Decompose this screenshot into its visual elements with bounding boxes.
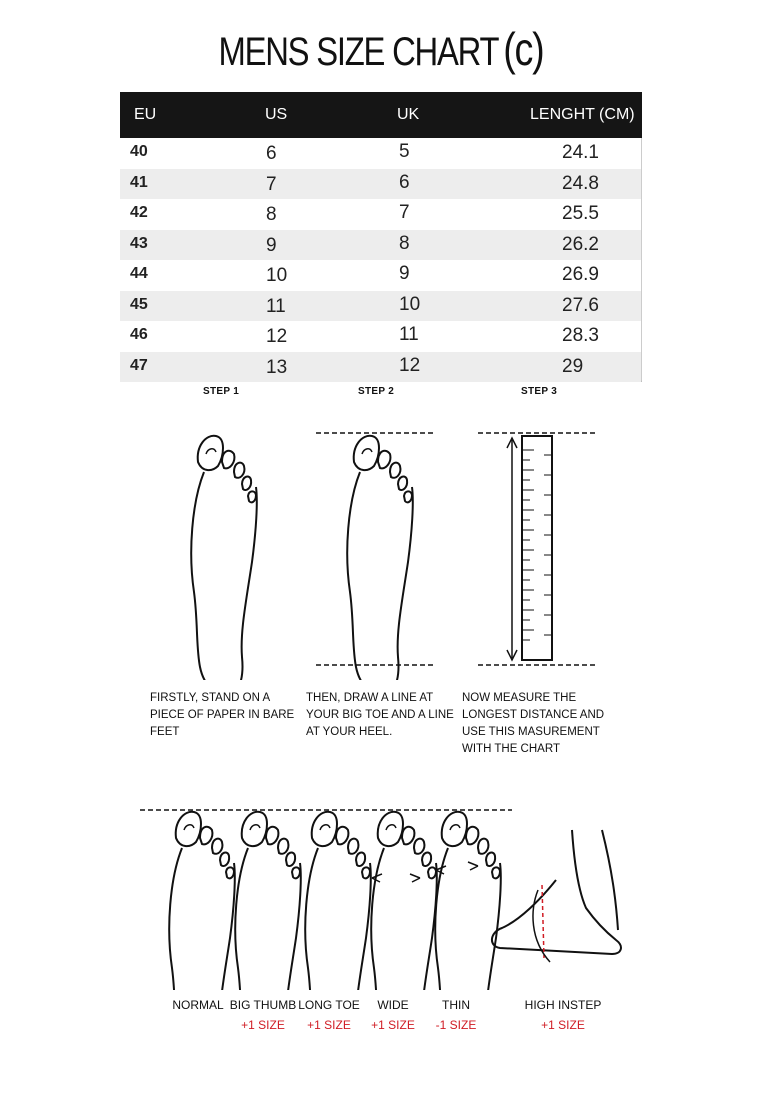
cell-eu: 46 [130, 326, 148, 343]
cell-uk: 8 [399, 232, 410, 254]
header-eu: EU [134, 106, 157, 123]
cell-us: 13 [266, 356, 288, 378]
foot-type-thin [411, 995, 501, 1035]
cell-eu: 43 [130, 234, 148, 252]
table-row [120, 321, 641, 352]
table-row [120, 199, 641, 230]
cell-length: 24.1 [562, 142, 599, 163]
cell-length: 28.3 [562, 325, 599, 346]
cell-us: 8 [266, 204, 277, 225]
step-1-text: FIRSTLY, STAND ON A PIECE OF PAPER IN BARE FEET [150, 692, 295, 738]
table-row [120, 291, 641, 322]
size-chart-table [120, 92, 642, 382]
title-suffix: (c) [503, 23, 544, 75]
cell-uk: 11 [399, 324, 419, 345]
foot-outline-icon [347, 436, 413, 680]
foot-type-high-instep [518, 995, 608, 1035]
cell-length: 25.5 [562, 203, 599, 224]
foot-type-adjust: +1 SIZE [541, 1018, 585, 1032]
table-row [120, 169, 641, 200]
step-2-label: STEP 2 [358, 386, 395, 397]
cell-length: 26.2 [562, 233, 599, 255]
table-row [120, 260, 641, 291]
step-3-text: NOW MEASURE THE LONGEST DISTANCE AND USE THIS MASUREMENT WITH THE CHART [462, 692, 605, 755]
foot-type-adjust: -1 SIZE [435, 1018, 477, 1032]
cell-uk: 6 [399, 171, 410, 193]
high-instep-foot-icon [492, 830, 621, 962]
cell-eu: 42 [130, 204, 148, 221]
cell-us: 7 [266, 173, 277, 195]
cell-eu: 44 [130, 265, 148, 282]
cell-length: 24.8 [562, 172, 599, 194]
measurement-steps-illustration [0, 400, 762, 680]
thin-foot-icon [435, 812, 501, 990]
cell-uk: 9 [399, 263, 410, 284]
cell-us: 10 [266, 265, 288, 286]
normal-foot-icon [169, 812, 235, 990]
step-1-label: STEP 1 [203, 386, 240, 397]
cell-us: 12 [266, 326, 288, 347]
cell-uk: 7 [399, 202, 410, 223]
cell-length: 26.9 [562, 264, 599, 285]
table-row [120, 352, 641, 383]
cell-eu: 45 [130, 295, 148, 313]
foot-type-adjust: +1 SIZE [307, 1018, 351, 1032]
cell-eu: 47 [130, 356, 148, 374]
cell-eu: 41 [130, 173, 148, 191]
foot-type-name: BIG THUMB [229, 998, 297, 1012]
cell-us: 9 [266, 234, 277, 256]
long-toe-foot-icon [305, 812, 371, 990]
foot-type-name: THIN [442, 998, 470, 1012]
cell-length: 29 [562, 355, 584, 377]
cell-uk: 5 [399, 141, 410, 162]
table-row [120, 230, 641, 261]
foot-type-name: LONG TOE [298, 998, 360, 1012]
header-us: US [265, 106, 288, 123]
cell-uk: 12 [399, 354, 421, 376]
foot-type-name: HIGH INSTEP [524, 998, 602, 1012]
foot-type-adjust: +1 SIZE [241, 1018, 285, 1032]
header-length: LENGHT (CM) [530, 106, 635, 123]
foot-type-name: NORMAL [172, 998, 224, 1012]
wide-foot-icon [371, 812, 437, 990]
cell-us: 11 [266, 295, 286, 317]
page-title [69, 22, 694, 76]
step-2-text: THEN, DRAW A LINE AT YOUR BIG TOE AND A LINE AT YOUR HEEL. [306, 692, 454, 738]
table-body [120, 138, 642, 382]
title-main: MENS SIZE CHART [218, 30, 499, 74]
foot-type-name: WIDE [377, 998, 409, 1012]
step-3-label: STEP 3 [521, 386, 558, 397]
cell-uk: 10 [399, 293, 421, 315]
big-thumb-foot-icon [235, 812, 301, 990]
header-uk: UK [397, 106, 420, 123]
table-header [120, 92, 642, 138]
foot-outline-icon [191, 436, 257, 680]
foot-types-illustration [0, 790, 762, 990]
cell-eu: 40 [130, 143, 148, 160]
cell-length: 27.6 [562, 294, 599, 316]
table-row [120, 138, 641, 169]
cell-us: 6 [266, 143, 277, 164]
foot-type-adjust: +1 SIZE [371, 1018, 415, 1032]
